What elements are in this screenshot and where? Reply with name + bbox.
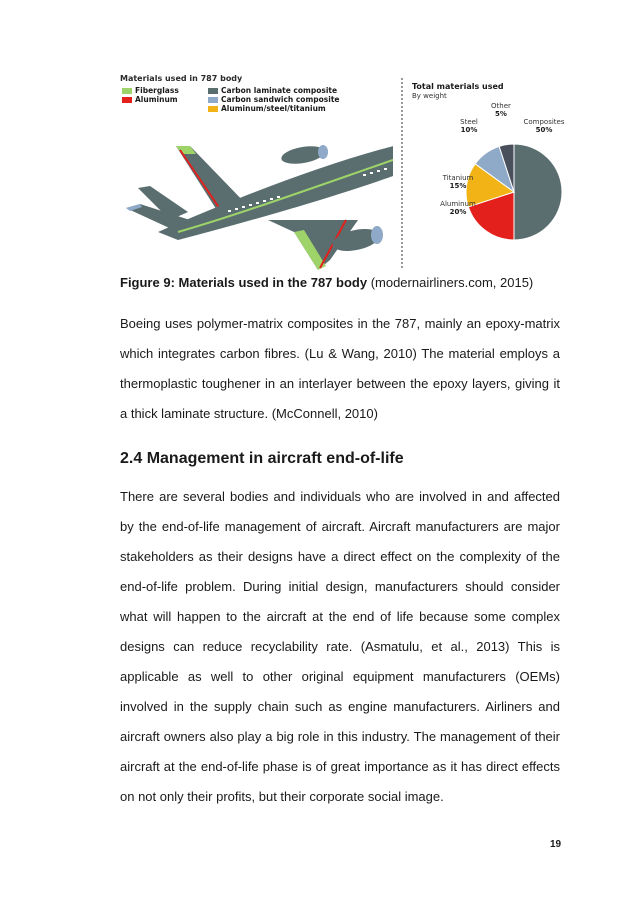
legend-item-aluminum xyxy=(122,95,178,104)
legend-label: Aluminum/steel/titanium xyxy=(221,104,326,113)
paragraph-end-of-life: There are several bodies and individuals who are involved in and affected by the end-of-life management of aircraft. Aircraft manufacturers are major stakeholders as their designs have a direct effect on the complexity of the end-of-life problem. During initial design, manufacturers should consider what will happen to the aircraft at the end of life because some complex designs can reduce recyclability rate. (Asmatulu, et al., 2013) This is applicable as well to other original equipment manufacturers (OEMs) involved in the supply chain such as engine manufacturers. Airliners and aircraft owners also play a big role in this industry. The management of their aircraft at the end-of-life phase is of great importance as it has direct effects on not only their profits, but their corporate social image. xyxy=(120,489,560,804)
slice-name: Steel xyxy=(460,118,478,126)
pie-chart-container xyxy=(408,104,564,270)
legend-item-aluminum-steel-titanium xyxy=(208,104,326,113)
figure-divider xyxy=(401,78,403,268)
slice-value: 15% xyxy=(449,182,467,190)
slice-label-other xyxy=(484,102,518,118)
slice-value: 20% xyxy=(449,208,467,216)
slice-value: 10% xyxy=(460,126,478,134)
legend-swatch xyxy=(208,88,218,94)
legend-swatch xyxy=(122,97,132,103)
paragraph-composites: Boeing uses polymer-matrix composites in the 787, mainly an epoxy-matrix which integrates carbon fibres. (Lu & Wang, 2010) The material employs a thermoplastic toughener in an interlayer between the epoxy layers, giving it a thick laminate structure. (McConnell, 2010) xyxy=(120,316,560,421)
legend-swatch xyxy=(208,106,218,112)
figure-title: Materials used in 787 body xyxy=(120,74,243,83)
caption-source: (modernairliners.com, 2015) xyxy=(367,275,534,290)
pie-slice-composites xyxy=(514,144,562,240)
legend-item-carbon-sandwich xyxy=(208,95,340,104)
slice-value: 50% xyxy=(535,126,553,134)
legend-swatch xyxy=(208,97,218,103)
slice-name: Composites xyxy=(523,118,565,126)
slice-label-titanium xyxy=(438,174,478,190)
total-materials-title: Total materials used xyxy=(412,82,504,91)
legend-label: Fiberglass xyxy=(135,86,179,95)
slice-label-aluminum xyxy=(438,200,478,216)
legend-label: Carbon laminate composite xyxy=(221,86,338,95)
slice-name: Other xyxy=(491,102,511,110)
section-heading: 2.4 Management in aircraft end-of-life xyxy=(120,450,404,467)
far-engine-inlet xyxy=(318,145,328,159)
slice-label-steel xyxy=(452,118,486,134)
slice-name: Titanium xyxy=(442,174,474,182)
legend-label: Carbon sandwich composite xyxy=(221,95,340,104)
page-number: 19 xyxy=(550,839,562,850)
total-materials-subtitle: By weight xyxy=(412,92,447,100)
legend-item-fiberglass xyxy=(122,86,179,95)
far-wing-leading-edge xyxy=(176,146,196,154)
slice-value: 5% xyxy=(495,110,507,118)
figure-caption xyxy=(120,275,533,290)
slice-label-composites xyxy=(522,118,566,134)
near-engine-inlet xyxy=(371,226,383,244)
materials-figure xyxy=(118,70,564,270)
airplane-illustration xyxy=(118,120,393,270)
legend-swatch xyxy=(122,88,132,94)
legend-item-carbon-laminate xyxy=(208,86,337,95)
legend-label: Aluminum xyxy=(135,95,178,104)
caption-title: Figure 9: Materials used in the 787 body xyxy=(120,275,368,290)
slice-name: Aluminum xyxy=(440,200,476,208)
